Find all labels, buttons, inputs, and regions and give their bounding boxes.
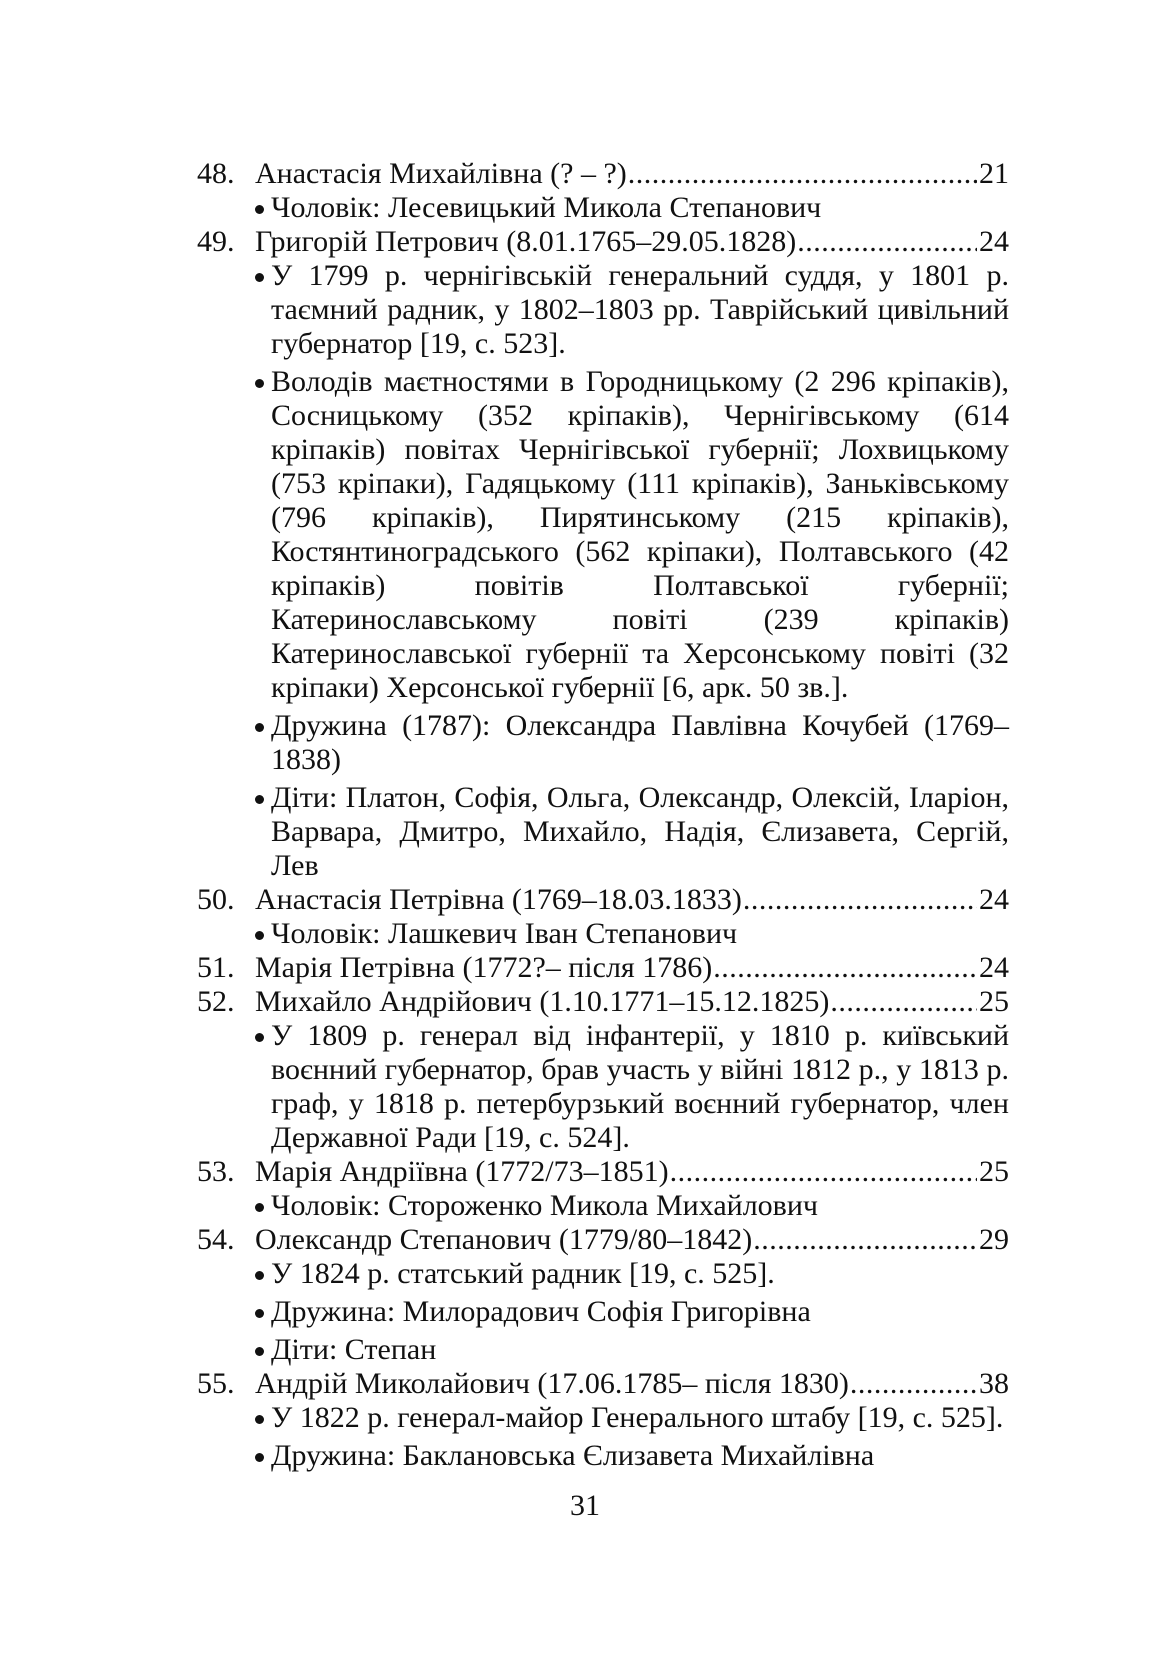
dot-leader: [670, 1155, 977, 1189]
entry-page-number: 24: [979, 951, 1009, 984]
entry-number: 54.: [197, 1223, 235, 1256]
entry-48: [197, 157, 1009, 191]
entry-number: 49.: [197, 225, 235, 258]
dot-leader: [753, 1223, 977, 1257]
bullet-text: Чоловік: Лесевицький Микола Степанович: [271, 191, 822, 224]
entry-number: 52.: [197, 985, 235, 1018]
entry-55: [197, 1367, 1009, 1401]
bullet-dot-icon: [255, 1203, 264, 1212]
bullet-dot-icon: [255, 795, 264, 804]
bullet-item: [255, 917, 1009, 951]
dot-leader: [743, 883, 977, 917]
bullet-text: Діти: Платон, Софія, Ольга, Олександр, Олексій, Іларіон, Варвара, Дмитро, Михайло, Надія, Єлизавета, Сергій, Лев: [271, 781, 1009, 882]
page-number-footer: 31: [570, 1489, 600, 1522]
entry-name: Анастасія Петрівна (1769–18.03.1833): [255, 883, 742, 916]
bullet-dot-icon: [255, 1415, 264, 1424]
dot-leader: [797, 225, 977, 259]
entry-page-number: 24: [979, 883, 1009, 916]
entry-number: 51.: [197, 951, 235, 984]
bullet-item: [255, 365, 1009, 705]
entry-number: 50.: [197, 883, 235, 916]
bullet-dot-icon: [255, 379, 264, 388]
entry-name: Марія Петрівна (1772?– після 1786): [255, 951, 713, 984]
genealogy-list: [197, 157, 1009, 1473]
bullet-item: [255, 1401, 1009, 1435]
bullet-item: [255, 1333, 1009, 1367]
bullet-dot-icon: [255, 1271, 264, 1280]
bullet-dot-icon: [255, 1033, 264, 1042]
entry-page-number: 24: [979, 225, 1009, 258]
entry-name: Андрій Миколайович (17.06.1785– після 1830): [255, 1367, 849, 1400]
bullet-text: Чоловік: Стороженко Микола Михайлович: [271, 1189, 818, 1222]
bullet-dot-icon: [255, 1347, 264, 1356]
bullet-dot-icon: [255, 273, 264, 282]
entry-53: [197, 1155, 1009, 1189]
bullet-item: [255, 259, 1009, 361]
entry-52: [197, 985, 1009, 1019]
bullet-text: Володів маєтностями в Городницькому (2 296 кріпаків), Сосницькому (352 кріпаків), Чернігівському (614 кріпаків) повітах Чернігівської губернії; Лохвицькому (753 кріпаки), Гадяцькому (111 кріпаків), Заньківському (796 кріпаків), Пирятинському (215 кріпаків), Костянтиноградського (562 кріпаки), Полтавського (42 кріпаків) повітів Полтавської губернії; Катеринославському повіті (239 кріпаків) Катеринославської губернії та Херсонському повіті (32 кріпаки) Херсонської губернії [6, арк. 50 зв.].: [271, 365, 1009, 704]
bullet-dot-icon: [255, 205, 264, 214]
bullet-text: Діти: Степан: [271, 1333, 437, 1366]
bullet-text: У 1799 р. чернігівській генеральний суддя, у 1801 р. таємний радник, у 1802–1803 рр. Таврійський цивільний губернатор [19, с. 523].: [271, 259, 1009, 360]
entry-name: Михайло Андрійович (1.10.1771–15.12.1825): [255, 985, 830, 1018]
entry-page-number: 21: [979, 157, 1009, 190]
entry-name: Олександр Степанович (1779/80–1842): [255, 1223, 753, 1256]
bullet-text: У 1822 р. генерал-майор Генерального штабу [19, с. 525].: [271, 1401, 1004, 1434]
bullet-item: [255, 191, 1009, 225]
dot-leader: [628, 157, 977, 191]
entry-page-number: 29: [979, 1223, 1009, 1256]
bullet-item: [255, 1189, 1009, 1223]
bullet-dot-icon: [255, 723, 264, 732]
bullet-text: Дружина: Милорадович Софія Григорівна: [271, 1295, 811, 1328]
bullet-item: [255, 1019, 1009, 1155]
bullet-text: Чоловік: Лашкевич Іван Степанович: [271, 917, 738, 950]
entry-name: Марія Андріївна (1772/73–1851): [255, 1155, 669, 1188]
entry-54: [197, 1223, 1009, 1257]
entry-51: [197, 951, 1009, 985]
bullet-item: [255, 709, 1009, 777]
bullet-item: [255, 781, 1009, 883]
entry-49: [197, 225, 1009, 259]
dot-leader: [850, 1367, 977, 1401]
entry-page-number: 25: [979, 985, 1009, 1018]
dot-leader: [713, 951, 977, 985]
bullet-dot-icon: [255, 1309, 264, 1318]
bullet-dot-icon: [255, 931, 264, 940]
bullet-dot-icon: [255, 1453, 264, 1462]
bullet-item: [255, 1257, 1009, 1291]
bullet-text: Дружина (1787): Олександра Павлівна Кочубей (1769–1838): [271, 709, 1009, 776]
entry-number: 53.: [197, 1155, 235, 1188]
bullet-text: Дружина: Баклановська Єлизавета Михайлівна: [271, 1439, 875, 1472]
entry-number: 48.: [197, 157, 235, 190]
bullet-item: [255, 1439, 1009, 1473]
entry-50: [197, 883, 1009, 917]
bullet-text: У 1809 р. генерал від інфантерії, у 1810 р. київський воєнний губернатор, брав участь у війні 1812 р., у 1813 р. граф, у 1818 р. петербурзький воєнний губернатор, член Державної Ради [19, с. 524].: [271, 1019, 1009, 1154]
entry-page-number: 25: [979, 1155, 1009, 1188]
entry-name: Григорій Петрович (8.01.1765–29.05.1828): [255, 225, 797, 258]
entry-name: Анастасія Михайлівна (? – ?): [255, 157, 627, 190]
dot-leader: [830, 985, 977, 1019]
entry-page-number: 38: [979, 1367, 1009, 1400]
entry-number: 55.: [197, 1367, 235, 1400]
bullet-text: У 1824 р. статський радник [19, с. 525].: [271, 1257, 775, 1290]
bullet-item: [255, 1295, 1009, 1329]
